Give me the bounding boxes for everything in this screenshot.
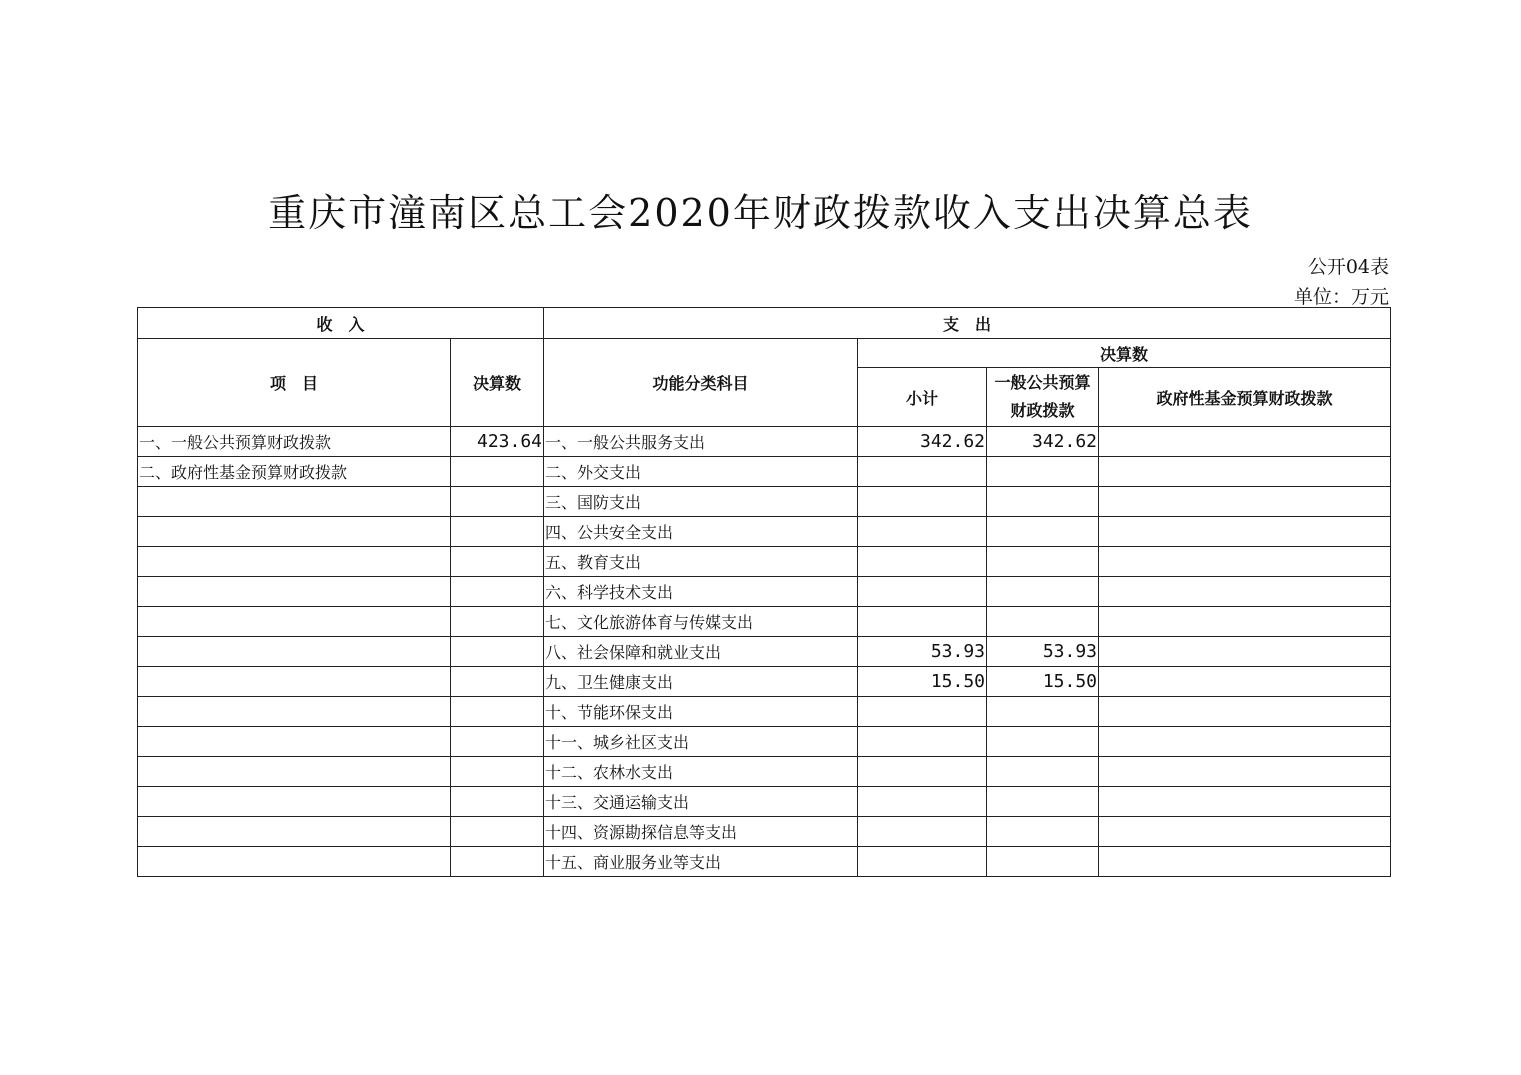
table-row [138, 547, 1391, 577]
income-amount [451, 787, 544, 817]
header-item: 项 目 [138, 339, 451, 427]
subtotal-cell [858, 547, 987, 577]
income-amount [451, 727, 544, 757]
gov-fund-cell [1099, 427, 1391, 457]
expense-item: 七、文化旅游体育与传媒支出 [544, 607, 858, 637]
subtotal-cell [858, 517, 987, 547]
table-row [138, 727, 1391, 757]
general-budget-cell [987, 727, 1099, 757]
income-item [138, 547, 451, 577]
general-budget-cell [987, 847, 1099, 877]
gov-fund-cell [1099, 517, 1391, 547]
income-item: 一、一般公共预算财政拨款 [138, 427, 451, 457]
gov-fund-cell [1099, 817, 1391, 847]
subtotal-cell: 53.93 [858, 637, 987, 667]
income-amount [451, 577, 544, 607]
subtotal-cell [858, 847, 987, 877]
expense-item: 二、外交支出 [544, 457, 858, 487]
income-amount: 423.64 [451, 427, 544, 457]
general-budget-cell [987, 457, 1099, 487]
expense-item: 一、一般公共服务支出 [544, 427, 858, 457]
subtotal-cell [858, 607, 987, 637]
general-budget-cell: 342.62 [987, 427, 1099, 457]
income-amount [451, 547, 544, 577]
income-item [138, 577, 451, 607]
general-budget-cell [987, 577, 1099, 607]
gov-fund-cell [1099, 667, 1391, 697]
income-amount [451, 457, 544, 487]
gov-fund-cell [1099, 787, 1391, 817]
header-final-amount: 决算数 [858, 339, 1391, 368]
table-row [138, 607, 1391, 637]
subtotal-cell [858, 487, 987, 517]
income-amount [451, 607, 544, 637]
table-code: 公开04表 [1307, 256, 1389, 278]
income-item [138, 637, 451, 667]
header-income: 收 入 [138, 308, 544, 339]
general-budget-cell [987, 697, 1099, 727]
table-row [138, 787, 1391, 817]
gov-fund-cell [1099, 457, 1391, 487]
subtotal-cell: 342.62 [858, 427, 987, 457]
income-item [138, 817, 451, 847]
table-row [138, 757, 1391, 787]
income-amount [451, 487, 544, 517]
subtotal-cell [858, 817, 987, 847]
gov-fund-cell [1099, 697, 1391, 727]
gov-fund-cell [1099, 547, 1391, 577]
subtotal-cell [858, 697, 987, 727]
general-budget-cell [987, 607, 1099, 637]
expense-item: 十四、资源勘探信息等支出 [544, 817, 858, 847]
general-budget-cell [987, 517, 1099, 547]
gov-fund-cell [1099, 757, 1391, 787]
income-amount [451, 817, 544, 847]
subtotal-cell: 15.50 [858, 667, 987, 697]
table-row [138, 517, 1391, 547]
table-row [138, 457, 1391, 487]
income-item [138, 607, 451, 637]
expense-item: 十三、交通运输支出 [544, 787, 858, 817]
income-amount [451, 517, 544, 547]
general-budget-cell [987, 787, 1099, 817]
gov-fund-cell [1099, 607, 1391, 637]
subtotal-cell [858, 787, 987, 817]
subtotal-cell [858, 727, 987, 757]
expense-item: 十一、城乡社区支出 [544, 727, 858, 757]
table-row [138, 817, 1391, 847]
expense-item: 十二、农林水支出 [544, 757, 858, 787]
income-item [138, 697, 451, 727]
income-item [138, 757, 451, 787]
general-budget-cell [987, 487, 1099, 517]
income-item: 二、政府性基金预算财政拨款 [138, 457, 451, 487]
page-title: 重庆市潼南区总工会2020年财政拨款收入支出决算总表 [268, 191, 1253, 235]
income-item [138, 847, 451, 877]
general-budget-cell [987, 547, 1099, 577]
income-amount [451, 697, 544, 727]
table-row [138, 697, 1391, 727]
income-item [138, 487, 451, 517]
table-row [138, 847, 1391, 877]
general-budget-cell [987, 817, 1099, 847]
general-budget-cell: 53.93 [987, 637, 1099, 667]
subtotal-cell [858, 457, 987, 487]
income-item [138, 727, 451, 757]
general-budget-cell: 15.50 [987, 667, 1099, 697]
gov-fund-cell [1099, 847, 1391, 877]
expense-item: 九、卫生健康支出 [544, 667, 858, 697]
income-item [138, 517, 451, 547]
header-gov-fund: 政府性基金预算财政拨款 [1099, 368, 1391, 427]
gov-fund-cell [1099, 487, 1391, 517]
subtotal-cell [858, 757, 987, 787]
header-income-amount: 决算数 [451, 339, 544, 427]
income-amount [451, 637, 544, 667]
expense-item: 四、公共安全支出 [544, 517, 858, 547]
expense-item: 六、科学技术支出 [544, 577, 858, 607]
header-subtotal: 小计 [858, 368, 987, 427]
gov-fund-cell [1099, 727, 1391, 757]
expense-item: 三、国防支出 [544, 487, 858, 517]
header-expense: 支 出 [544, 308, 1391, 339]
gov-fund-cell [1099, 637, 1391, 667]
income-amount [451, 847, 544, 877]
expense-item: 八、社会保障和就业支出 [544, 637, 858, 667]
table-row [138, 667, 1391, 697]
income-amount [451, 667, 544, 697]
expense-item: 五、教育支出 [544, 547, 858, 577]
table-row [138, 577, 1391, 607]
expense-item: 十五、商业服务业等支出 [544, 847, 858, 877]
expense-item: 十、节能环保支出 [544, 697, 858, 727]
table-row [138, 637, 1391, 667]
income-item [138, 787, 451, 817]
subtotal-cell [858, 577, 987, 607]
header-general-budget: 一般公共预算财政拨款 [987, 368, 1099, 427]
general-budget-cell [987, 757, 1099, 787]
income-item [138, 667, 451, 697]
table-body [138, 427, 1391, 877]
budget-table [137, 307, 1391, 877]
unit-label: 单位：万元 [1293, 286, 1389, 308]
header-function-category: 功能分类科目 [544, 339, 858, 427]
gov-fund-cell [1099, 577, 1391, 607]
income-amount [451, 757, 544, 787]
table-row [138, 487, 1391, 517]
table-row [138, 427, 1391, 457]
